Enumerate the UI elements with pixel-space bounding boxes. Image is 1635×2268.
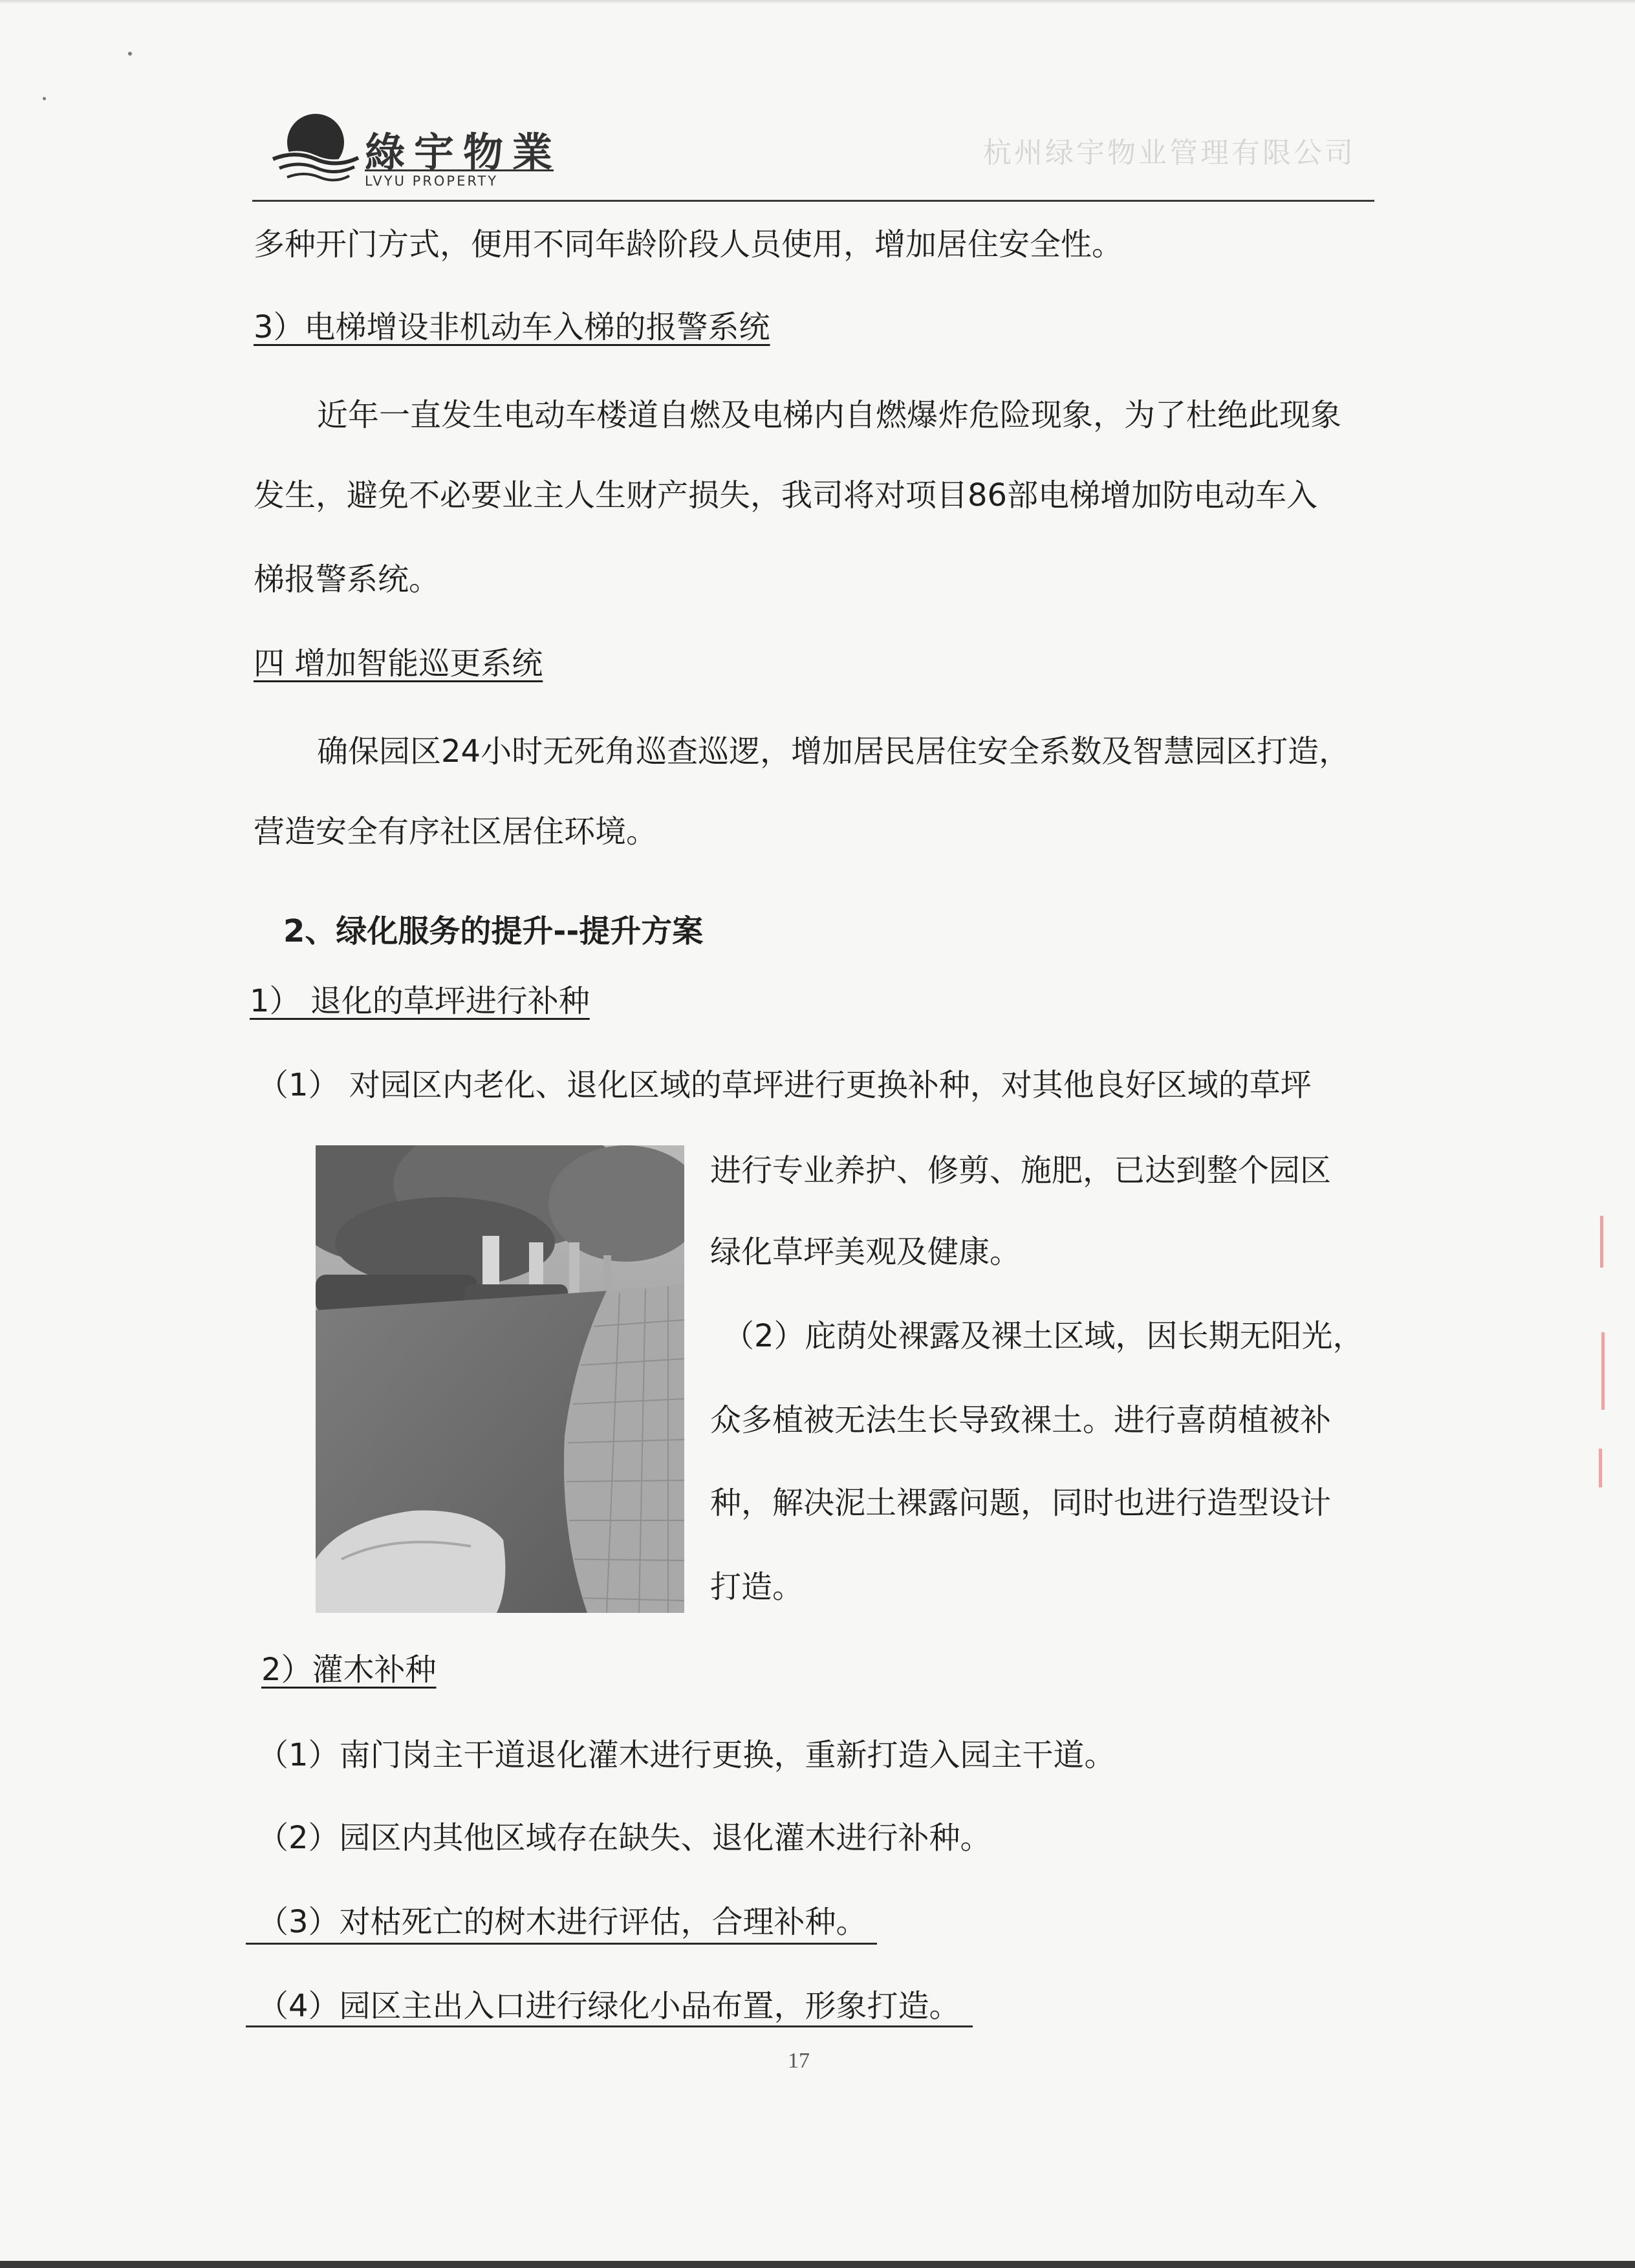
scan-speck (128, 52, 132, 56)
heading-smart-patrol: 四 增加智能巡更系统 (254, 645, 543, 682)
subheading-elevator-alarm: 3）电梯增设非机动车入梯的报警系统 (254, 309, 770, 345)
paragraph-line: 梯报警系统。 (254, 561, 440, 598)
stamp-edge-mark (1600, 1216, 1603, 1268)
scan-bottom-edge (0, 2261, 1635, 2268)
list-item: （1） 对园区内老化、退化区域的草坪进行更换补种，对其他良好区域的草坪 (257, 1067, 1312, 1103)
page-number: 17 (788, 2049, 810, 2073)
section-title-greening: 2、绿化服务的提升--提升方案 (283, 913, 704, 949)
list-item: （2）庇荫处裸露及裸土区域，因长期无阳光， (723, 1318, 1364, 1354)
lawn-photo (316, 1145, 684, 1613)
scan-speck (43, 97, 46, 100)
list-item-continuation: 绿化草坪美观及健康。 (710, 1234, 1021, 1270)
list-item: （2）园区内其他区域存在缺失、退化灌木进行补种。 (257, 1820, 991, 1856)
list-item-continuation: 进行专业养护、修剪、施肥，已达到整个园区 (710, 1152, 1332, 1189)
paragraph-line: 营造安全有序社区居住环境。 (254, 814, 658, 850)
scan-top-edge (0, 0, 1635, 4)
subheading-shrub-replant: 2）灌木补种 (261, 1652, 437, 1688)
logo-wave-icon (270, 109, 360, 186)
logo-english-name: LVYU PROPERTY (365, 169, 554, 189)
list-item-continuation: 打造。 (710, 1569, 804, 1605)
underline-rule (246, 2025, 973, 2027)
subheading-lawn-replant: 1） 退化的草坪进行补种 (250, 983, 590, 1019)
list-item: （4）园区主出入口进行绿化小品布置，形象打造。 (257, 1988, 960, 2024)
stamp-edge-mark (1599, 1449, 1602, 1487)
list-item: （1）南门岗主干道退化灌木进行更换，重新打造入园主干道。 (257, 1737, 1116, 1773)
header-divider (252, 200, 1374, 202)
logo-chinese-name: 綠宇物業 (365, 129, 562, 176)
body-line: 多种开门方式，便用不同年龄阶段人员使用，增加居住安全性。 (254, 226, 1123, 263)
list-item-continuation: 众多植被无法生长导致裸土。进行喜荫植被补 (710, 1402, 1332, 1438)
paragraph-line: 近年一直发生电动车楼道自燃及电梯内自燃爆炸危险现象，为了杜绝此现象 (317, 397, 1342, 433)
stamp-edge-mark (1601, 1332, 1605, 1410)
list-item-continuation: 种，解决泥土裸露问题，同时也进行造型设计 (710, 1485, 1332, 1521)
list-item: （3）对枯死亡的树木进行评估，合理补种。 (257, 1904, 867, 1940)
paragraph-line: 发生，避免不必要业主人生财产损失，我司将对项目86部电梯增加防电动车入 (254, 477, 1318, 513)
paragraph-line: 确保园区24小时无死角巡查巡逻，增加居民居住安全系数及智慧园区打造， (317, 733, 1350, 770)
underline-rule (246, 1943, 877, 1945)
header-company-name: 杭州绿宇物业管理有限公司 (983, 136, 1356, 169)
company-logo (270, 109, 562, 191)
